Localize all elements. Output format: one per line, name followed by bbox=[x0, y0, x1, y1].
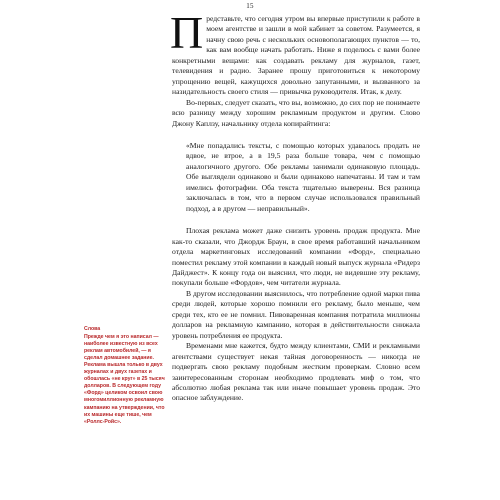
block-quote: «Мне попадались тексты, с помощью которых удавалось продать не вдвое, не втрое, а в 19,5 раза больше товара, чем с помощью аналогичного другого. Обе рекламы занимали одинаковую площадь. Обе выглядели одинаково и были одинаково напечатаны. И там и там имелись фотографии. Оба текста тщательно выверены. Вся разница заключалась в том, что в первом случае использовался правильный подход, а в другом — неправильный». bbox=[186, 140, 420, 213]
margin-note-title: Слова bbox=[84, 326, 101, 332]
intro-text: редставьте, что сегодня утром вы впервые приступили к работе в моем агентстве и зашли в мой кабинет за советом. Разумеется, я начну свою речь с нескольких основополагающих пунктов — то, как вам вообще начать работать. Ниже я поделюсь с вами более конкретными вещами: как создавать рекламу для журналов, газет, телевидения и радио. Заранее прошу приготовиться к некоторому упрощению вещей, кажущихся довольно запутанными, и вызванного за назидательность своего стиля — привычка руководителя. Итак, к делу. bbox=[172, 14, 420, 97]
main-text-column bbox=[170, 7, 420, 404]
page-number: 15 bbox=[246, 2, 254, 10]
intro-paragraph bbox=[170, 7, 420, 98]
body-paragraph-3: В другом исследовании выяснилось, что потребление одной марки пива среди людей, которые хорошо помнили его рекламу, было меньше, чем среди тех, кто ее не помнил. Пивоваренная компания потратила миллионы долларов на рекламную кампанию, которая в действительности снижала уровень потребления ее продукта. bbox=[172, 288, 420, 340]
margin-note bbox=[84, 326, 166, 426]
body-paragraph-1: Во-первых, следует сказать, что вы, возможно, до сих пор не понимаете всю разницу между хорошим рекламным продуктом и другим. Слово Джону Каплзу, начальнику отдела копирайтинга: bbox=[172, 97, 420, 128]
body-paragraph-4: Временами мне кажется, будто между клиентами, СМИ и рекламными агентствами существует некая тайная договоренность — никогда не подвергать свою рекламу подобным жестким проверкам. Словно всем заинтересованным сторонам необходимо продлевать миф о том, что абсолютно любая реклама так или иначе повышает уровень продаж. Это опасное заблуждение. bbox=[172, 341, 420, 403]
body-paragraph-2: Плохая реклама может даже снизить уровень продаж продукта. Мне как-то сказали, что Джордж Браун, в свое время работавший начальником отдела маркетинговых исследований компании «Форд», специально поместил рекламу этой компании в каждый новый выпуск журнала «Ридерз Дайджест». К концу года он выяснил, что люди, не видевшие эту рекламу, покупали больше «Фордов», чем читатели журнала. bbox=[172, 226, 420, 288]
drop-cap: П bbox=[170, 7, 204, 58]
margin-note-body: Прежде чем я это написал — наиболее известную из всех реклам автомобилей, — я сделал домашнее задание. Реклама вышла только в двух журналах и двух газетах и обошлась «не круг» в 25 тысяч долларов. В следующем году «Форд» целиком освоил свою многомиллионную рекламную кампанию на утверждении, что их машины еще тише, чем «Роллс-Ройс». bbox=[84, 333, 165, 425]
